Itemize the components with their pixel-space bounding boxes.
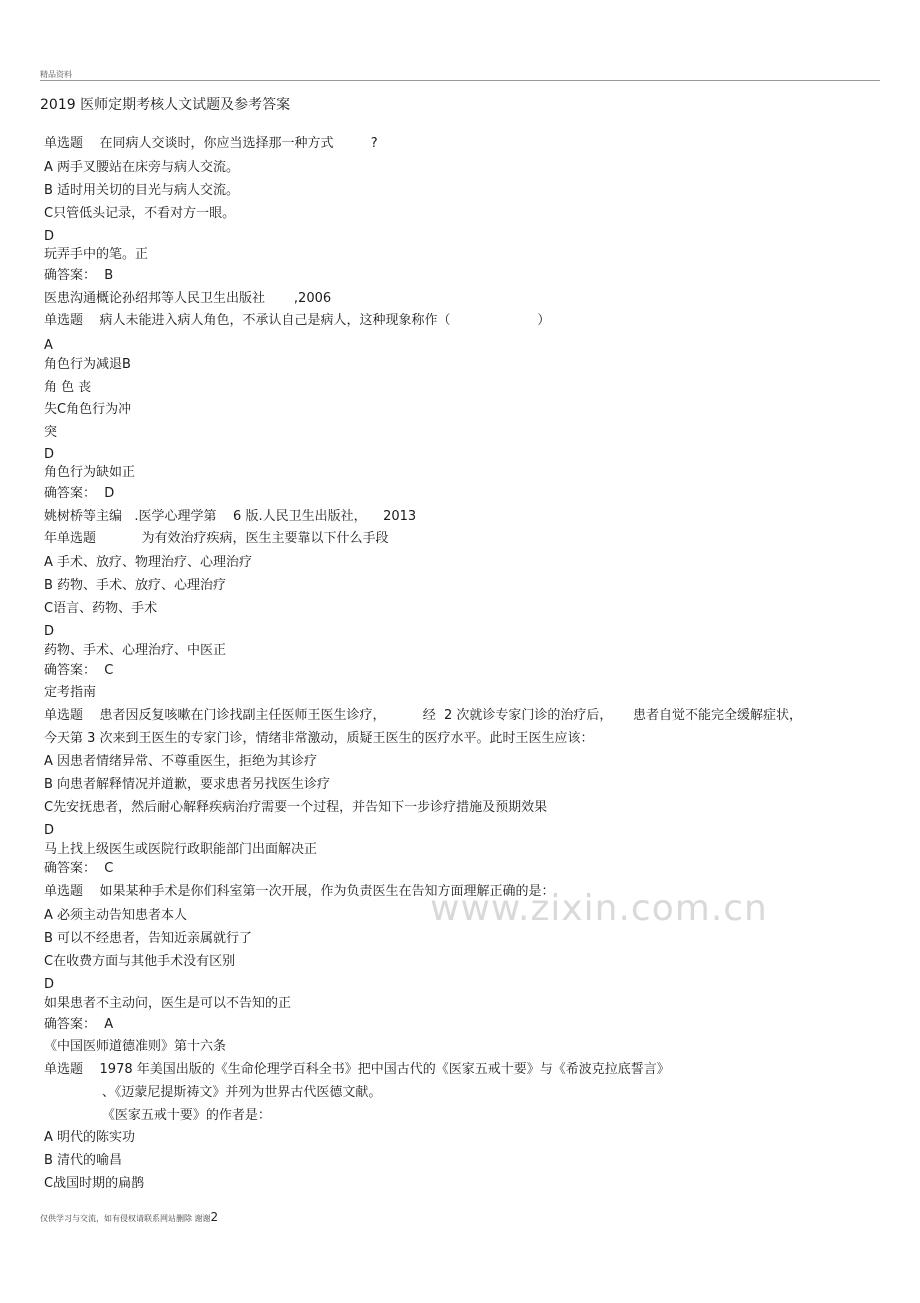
text-line: C只管低头记录，不看对方一眼。 [44,206,236,221]
text-line: A 因患者情绪异常、不尊重医生，拒绝为其诊疗 [44,754,318,769]
header-rule [40,80,880,81]
text-line: 角色行为减退B [44,357,131,372]
text-line: A 手术、放疗、物理治疗、心理治疗 [44,555,253,570]
text-line: B 向患者解释情况并道歉，要求患者另找医生诊疗 [44,777,331,792]
text-line: 单选题 在同病人交谈时，你应当选择那一种方式 ? [44,136,378,151]
text-line: 确答案： C [44,861,114,876]
text-line: 《医家五戒十要》的作者是： [44,1108,271,1123]
text-line: 单选题 病人未能进入病人角色，不承认自己是病人，这种现象称作（ ） [44,313,551,328]
document-title: 2019 医师定期考核人文试题及参考答案 [40,97,291,113]
text-line: 突 [44,425,58,440]
text-line: 定考指南 [44,685,97,700]
text-line: B 清代的喻昌 [44,1153,123,1168]
footer-text: 仅供学习与交流，如有侵权请联系网站删除 谢谢 [40,1214,211,1223]
text-line: D [44,624,55,639]
text-line: 年单选题 为有效治疗疾病，医生主要靠以下什么手段 [44,531,389,546]
text-line: 如果患者不主动问，医生是可以不告知的正 [44,996,292,1011]
text-line: 医患沟通概论孙绍邦等人民卫生出版社 ,2006 [44,291,332,306]
text-line: 确答案： B [44,268,114,283]
text-line: D [44,447,55,462]
text-line: C先安抚患者，然后耐心解释疾病治疗需要一个过程，并告知下一步诊疗措施及预期效果 [44,800,548,815]
text-line: 确答案： A [44,1017,114,1032]
text-line: A 两手叉腰站在床旁与病人交流。 [44,160,240,175]
text-line: 失C角色行为冲 [44,402,132,417]
text-line: C语言、药物、手术 [44,601,158,616]
text-line: 单选题 1978 年美国出版的《生命伦理学百科全书》把中国古代的《医家五戒十要》与《希波克拉底誓言》 [44,1062,670,1077]
text-line: 姚树桥等主编 .医学心理学第 6 版.人民卫生出版社， 2013 [44,509,417,524]
text-line: B 可以不经患者，告知近亲属就行了 [44,931,253,946]
text-line: 药物、手术、心理治疗、中医正 [44,643,227,658]
text-line: B 药物、手术、放疗、心理治疗 [44,578,227,593]
text-line: 今天第 3 次来到王医生的专家门诊，情绪非常激动，质疑王医生的医疗水平。此时王医生应该： [44,731,594,746]
text-line: D [44,229,55,244]
text-line: A [44,338,53,353]
text-line: C战国时期的扁鹊 [44,1176,145,1191]
text-line: 角色行为缺如正 [44,465,136,480]
text-line: C在收费方面与其他手术没有区别 [44,954,236,969]
text-line: 、《迈蒙尼提斯祷文》并列为世界古代医德文献。 [44,1085,382,1100]
text-line: D [44,823,55,838]
text-line: B 适时用关切的目光与病人交流。 [44,183,240,198]
text-line: A 明代的陈实功 [44,1130,136,1145]
text-line: 玩弄手中的笔。正 [44,247,149,262]
header-note: 精品资料 [40,70,72,79]
page-number: 2 [210,1210,219,1224]
text-line: 单选题 如果某种手术是你们科室第一次开展，作为负责医生在告知方面理解正确的是： [44,884,555,899]
footer [40,1210,218,1224]
text-line: A 必须主动告知患者本人 [44,908,188,923]
text-line: D [44,977,55,992]
text-line: 单选题 患者因反复咳嗽在门诊找副主任医师王医生诊疗， 经 2 次就诊专家门诊的治疗后， 患者自觉不能完全缓解症状， [44,708,803,723]
text-line: 马上找上级医生或医院行政职能部门出面解决正 [44,842,318,857]
text-line: 《中国医师道德准则》第十六条 [44,1039,227,1054]
text-line: 确答案： C [44,663,114,678]
text-line: 角 色 丧 [44,380,92,395]
text-line: 确答案： D [44,486,115,501]
watermark: www.zixin.com.cn [430,888,768,929]
